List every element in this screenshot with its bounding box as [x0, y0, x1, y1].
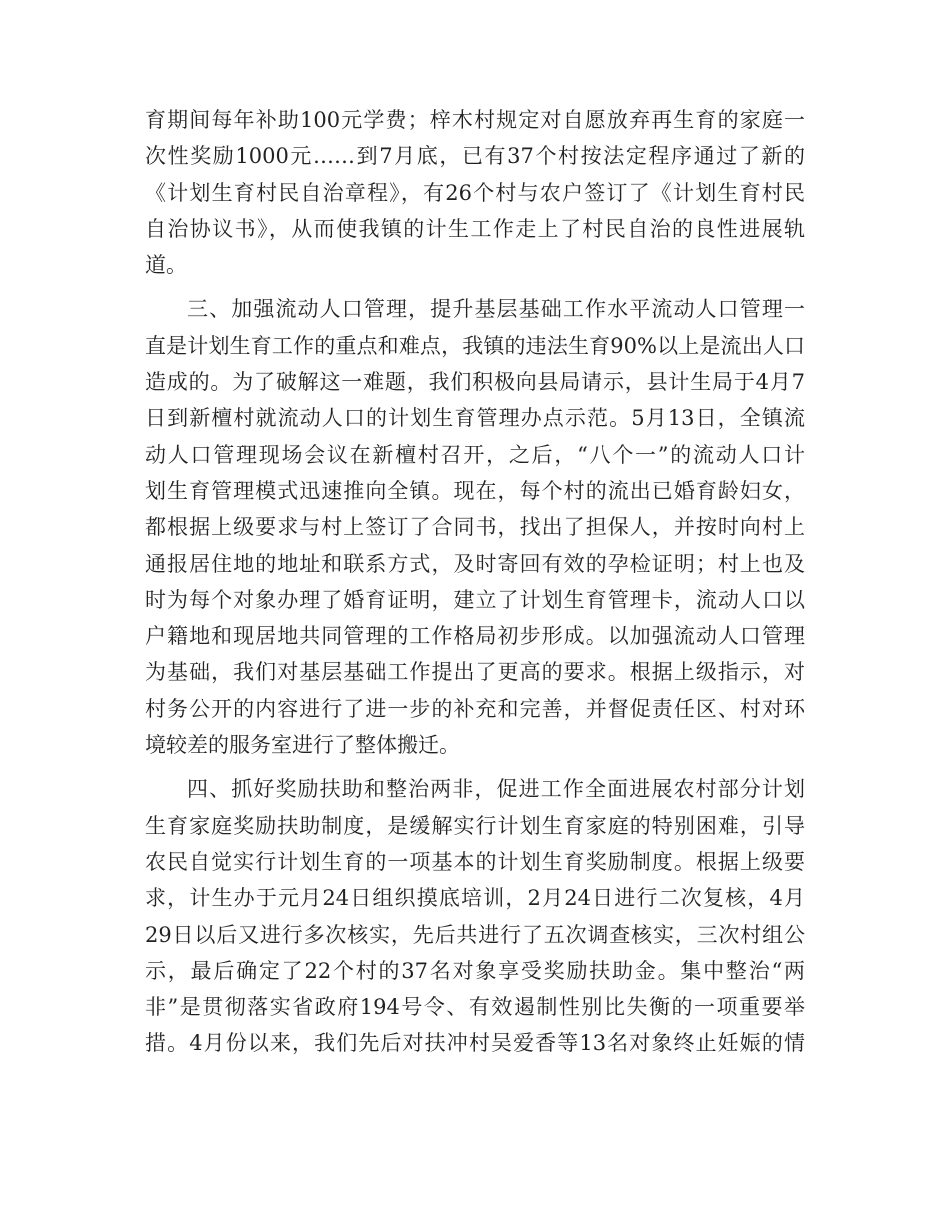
text-line: 非”是贯彻落实省政府194号令、有效遏制性别比失衡的一项重要举 [145, 995, 805, 1020]
document-body [145, 102, 805, 1062]
text-line: 划生育管理模式迅速推向全镇。现在，每个村的流出已婚育龄妇女， [145, 478, 805, 503]
text-line: 求，计生办于元月24日组织摸底培训，2月24日进行二次复核，4月 [145, 886, 805, 911]
text-line: 《计划生育村民自治章程》，有26个村与农户签订了《计划生育村民 [145, 180, 805, 205]
text-line: 自治协议书》，从而使我镇的计生工作走上了村民自治的良性进展轨 [145, 216, 805, 241]
paragraph [145, 771, 805, 1061]
text-line: 日到新檀村就流动人口的计划生育管理办点示范。5月13日，全镇流 [145, 406, 805, 431]
text-line: 都根据上级要求与村上签订了合同书，找出了担保人，并按时向村上 [145, 515, 805, 540]
text-line: 次性奖励1000元……到7月底，已有37个村按法定程序通过了新的 [145, 144, 805, 169]
text-line: 动人口管理现场会议在新檀村召开，之后，“八个一”的流动人口计 [145, 442, 805, 467]
text-line: 措。4月份以来，我们先后对扶冲村吴爱香等13名对象终止妊娠的情 [145, 1031, 805, 1056]
text-line: 道。 [145, 253, 187, 278]
paragraph [145, 291, 805, 763]
text-line: 户籍地和现居地共同管理的工作格局初步形成。以加强流动人口管理 [145, 624, 805, 649]
text-line: 生育家庭奖励扶助制度，是缓解实行计划生育家庭的特别困难，引导 [145, 813, 805, 838]
text-line: 造成的。为了破解这一难题，我们积极向县局请示，县计生局于4月7 [145, 370, 805, 395]
text-line: 直是计划生育工作的重点和难点，我镇的违法生育90%以上是流出人口 [145, 333, 805, 358]
text-line: 示，最后确定了22个村的37名对象享受奖励扶助金。集中整治“两 [145, 958, 805, 983]
text-line: 农民自觉实行计划生育的一项基本的计划生育奖励制度。根据上级要 [145, 849, 805, 874]
text-line: 三、加强流动人口管理，提升基层基础工作水平流动人口管理一 [187, 297, 805, 322]
text-line: 为基础，我们对基层基础工作提出了更高的要求。根据上级指示，对 [145, 660, 805, 685]
text-line: 29日以后又进行多次核实，先后共进行了五次调查核实，三次村组公 [145, 922, 805, 947]
text-line: 四、抓好奖励扶助和整治两非，促进工作全面进展农村部分计划 [187, 777, 805, 802]
text-line: 境较差的服务室进行了整体搬迁。 [145, 733, 460, 758]
text-line: 通报居住地的地址和联系方式，及时寄回有效的孕检证明；村上也及 [145, 551, 805, 576]
text-line: 村务公开的内容进行了进一步的补充和完善，并督促责任区、村对环 [145, 696, 805, 721]
text-line: 时为每个对象办理了婚育证明，建立了计划生育管理卡，流动人口以 [145, 587, 805, 612]
text-line: 育期间每年补助100元学费；梓木村规定对自愿放弃再生育的家庭一 [145, 108, 805, 132]
paragraph [145, 102, 805, 283]
